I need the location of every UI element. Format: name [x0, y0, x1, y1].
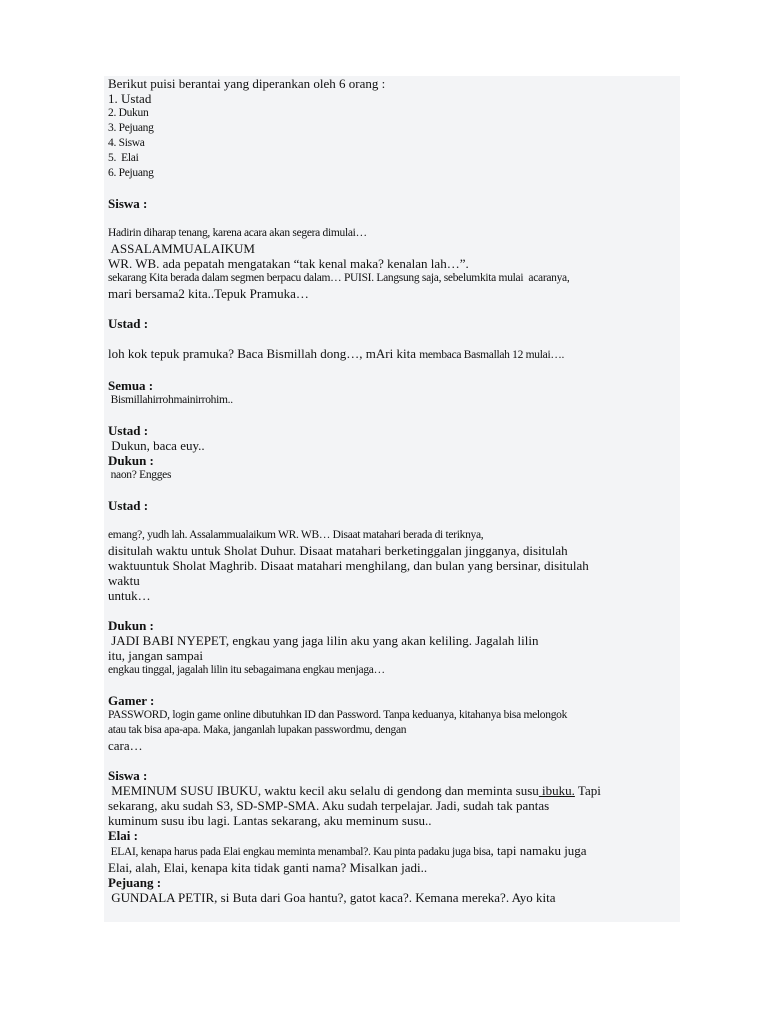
- verse-text: loh kok tepuk pramuka? Baca Bismillah dong…, mAri kita: [108, 346, 420, 361]
- verse-text: ELAI, kenapa harus pada Elai engkau meminta menambal?. Kau pinta padaku juga bisa: [108, 846, 491, 858]
- cast-list-item: 3. Pejuang: [108, 122, 154, 134]
- verse-text: Tapi: [574, 783, 601, 798]
- cast-list-item: 2. Dukun: [108, 107, 149, 119]
- verse-line: [108, 783, 678, 798]
- verse-line: [108, 843, 678, 860]
- document-body: [108, 76, 678, 905]
- verse-text: membaca Basmallah 12 mulai….: [419, 349, 565, 361]
- verse-line: naon? Engges: [108, 469, 172, 481]
- speaker-label: Dukun :: [108, 618, 154, 633]
- verse-line: GUNDALA PETIR, si Buta dari Goa hantu?, gatot kaca?. Kemana mereka?. Ayo kita: [108, 890, 556, 905]
- verse-line: WR. WB. ada pepatah mengatakan “tak kenal maka? kenalan lah…”.: [108, 256, 469, 271]
- verse-line: disitulah waktu untuk Sholat Duhur. Disaat matahari berketinggalan jingganya, disitulah: [108, 543, 568, 558]
- speaker-label: Ustad :: [108, 423, 149, 438]
- verse-line: emang?, yudh lah. Assalammualaikum WR. WB… Disaat matahari berada di teriknya,: [108, 529, 484, 541]
- verse-line: itu, jangan sampai: [108, 648, 203, 663]
- verse-line: [108, 346, 678, 363]
- speaker-label: Siswa :: [108, 768, 148, 783]
- verse-line: Elai, alah, Elai, kenapa kita tidak ganti nama? Misalkan jadi..: [108, 860, 428, 875]
- verse-line: Hadirin diharap tenang, karena acara akan segera dimulai…: [108, 227, 367, 239]
- verse-line: engkau tinggal, jagalah lilin itu sebagaimana engkau menjaga…: [108, 664, 385, 676]
- speaker-label: Ustad :: [108, 316, 149, 331]
- speaker-label: Elai :: [108, 828, 138, 843]
- verse-line: kuminum susu ibu lagi. Lantas sekarang, aku meminum susu..: [108, 813, 432, 828]
- speaker-label: Semua :: [108, 378, 154, 393]
- cast-list-item: 5. Elai: [108, 152, 139, 164]
- verse-line: mari bersama2 kita..Tepuk Pramuka…: [108, 286, 309, 301]
- verse-text: MEMINUM SUSU IBUKU, waktu kecil aku selalu di gendong dan meminta susu: [108, 783, 539, 798]
- cast-list-item: 4. Siswa: [108, 137, 145, 149]
- speaker-label: Ustad :: [108, 498, 149, 513]
- verse-line: waktuuntuk Sholat Maghrib. Disaat matahari menghilang, dan bulan yang bersinar, disitulah: [108, 558, 589, 573]
- speaker-label: Siswa :: [108, 196, 148, 211]
- speaker-label: Pejuang :: [108, 875, 162, 890]
- speaker-label: Gamer :: [108, 693, 155, 708]
- verse-line: waktu: [108, 573, 140, 588]
- verse-line: JADI BABI NYEPET, engkau yang jaga lilin aku yang akan keliling. Jagalah lilin: [108, 633, 539, 648]
- underlined-text: ibuku.: [538, 783, 575, 798]
- verse-line: sekarang, aku sudah S3, SD-SMP-SMA. Aku sudah terpelajar. Jadi, sudah tak pantas: [108, 798, 550, 813]
- document-page: [104, 76, 680, 922]
- verse-line: untuk…: [108, 588, 151, 603]
- cast-list-item: 1. Ustad: [108, 91, 152, 106]
- verse-line: ASSALAMMUALAIKUM: [108, 241, 255, 256]
- verse-line: PASSWORD, login game online dibutuhkan ID dan Password. Tanpa keduanya, kitahanya bisa melongok: [108, 709, 568, 721]
- cast-list-item: 6. Pejuang: [108, 167, 154, 179]
- verse-line: cara…: [108, 738, 143, 753]
- intro-heading: Berikut puisi berantai yang diperankan oleh 6 orang :: [108, 76, 386, 91]
- verse-line: sekarang Kita berada dalam segmen berpacu dalam… PUISI. Langsung saja, sebelumkita mulai acaranya,: [108, 272, 570, 284]
- verse-text: , tapi namaku juga: [490, 843, 587, 858]
- verse-line: Dukun, baca euy..: [108, 438, 205, 453]
- verse-line: atau tak bisa apa-apa. Maka, janganlah lupakan passwordmu, dengan: [108, 724, 407, 736]
- verse-line: Bismillahirrohmainirrohim..: [108, 394, 233, 406]
- speaker-label: Dukun :: [108, 453, 154, 468]
